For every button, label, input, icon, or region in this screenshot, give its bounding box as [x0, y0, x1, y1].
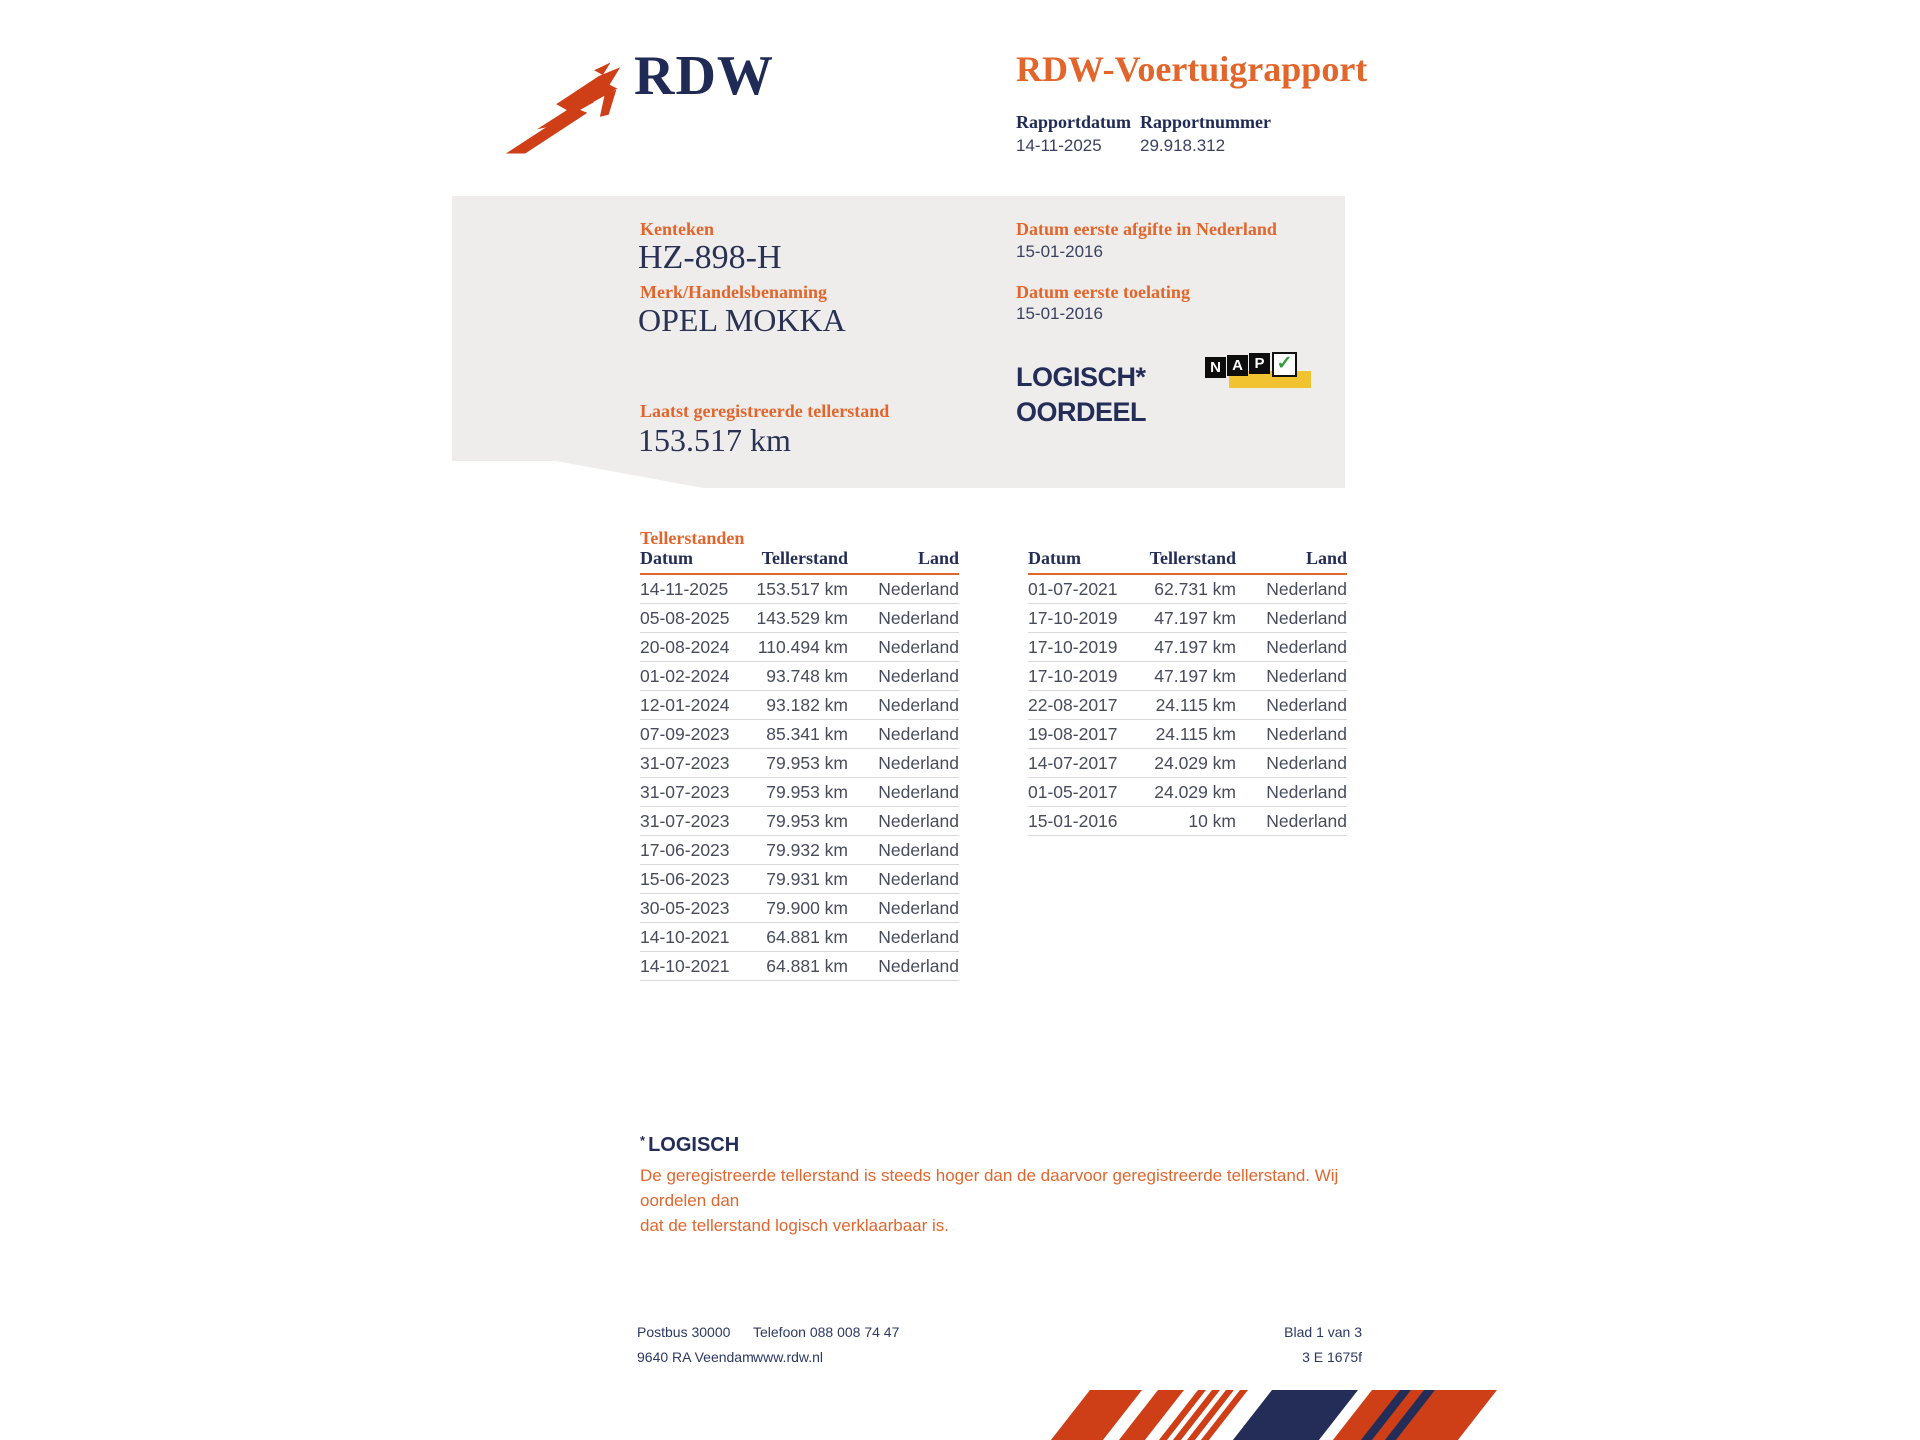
table-row	[1028, 633, 1347, 662]
cell-tellerstand: 93.182 km	[766, 695, 848, 715]
col-land: Land	[1305, 548, 1347, 568]
cell-land: Nederland	[878, 637, 959, 657]
cell-tellerstand: 153.517 km	[756, 579, 848, 599]
oordeel-line1: LOGISCH*	[1016, 362, 1146, 392]
cell-datum: 20-08-2024	[640, 637, 730, 657]
report-number-label: Rapportnummer	[1140, 112, 1271, 132]
cell-tellerstand: 24.029 km	[1154, 782, 1236, 802]
cell-tellerstand: 93.748 km	[766, 666, 848, 686]
table-row	[640, 691, 959, 720]
cell-tellerstand: 79.931 km	[766, 869, 848, 889]
cell-land: Nederland	[1266, 695, 1347, 715]
tellerstand-value: 153.517 km	[638, 422, 791, 458]
tellerstand-label: Laatst geregistreerde tellerstand	[640, 401, 890, 421]
table-row	[1028, 662, 1347, 691]
cell-land: Nederland	[878, 927, 959, 947]
cell-land: Nederland	[1266, 782, 1347, 802]
cell-land: Nederland	[878, 724, 959, 744]
table-header	[1028, 548, 1347, 575]
cell-datum: 14-07-2017	[1028, 753, 1118, 773]
cell-land: Nederland	[878, 608, 959, 628]
cell-datum: 12-01-2024	[640, 695, 730, 715]
table-row	[640, 720, 959, 749]
afgifte-label: Datum eerste afgifte in Nederland	[1016, 219, 1277, 239]
cell-datum: 31-07-2023	[640, 811, 730, 831]
table-row	[1028, 720, 1347, 749]
cell-tellerstand: 10 km	[1188, 811, 1236, 831]
table-header	[640, 548, 959, 575]
col-datum: Datum	[640, 548, 693, 568]
table-row	[640, 865, 959, 894]
cell-tellerstand: 64.881 km	[766, 927, 848, 947]
logisch-note-title-text: LOGISCH	[648, 1134, 740, 1156]
table-row	[1028, 807, 1347, 836]
cell-tellerstand: 24.029 km	[1154, 753, 1236, 773]
kenteken-value: HZ-898-H	[638, 239, 782, 276]
table-row	[640, 633, 959, 662]
tellerstanden-title: Tellerstanden	[640, 528, 745, 548]
nap-logo	[1205, 352, 1317, 396]
cell-tellerstand: 85.341 km	[766, 724, 848, 744]
cell-datum: 17-06-2023	[640, 840, 730, 860]
nap-letter-a: A	[1227, 355, 1248, 376]
nap-letter-n: N	[1205, 357, 1226, 378]
cell-land: Nederland	[878, 753, 959, 773]
cell-datum: 17-10-2019	[1028, 637, 1118, 657]
note-line: De geregistreerde tellerstand is steeds hoger dan de daarvoor geregistreerde tellerstand. Wij oordelen dan	[640, 1166, 1339, 1210]
footer-website: www.rdw.nl	[753, 1349, 824, 1365]
cell-land: Nederland	[878, 695, 959, 715]
logisch-note-title	[640, 1133, 739, 1157]
kenteken-label: Kenteken	[640, 219, 714, 239]
rdw-logo-text: RDW	[634, 45, 774, 107]
cell-land: Nederland	[1266, 811, 1347, 831]
cell-tellerstand: 143.529 km	[756, 608, 848, 628]
cell-tellerstand: 79.932 km	[766, 840, 848, 860]
cell-land: Nederland	[878, 666, 959, 686]
footer-page-number: Blad 1 van 3	[1284, 1324, 1362, 1340]
merk-label: Merk/Handelsbenaming	[640, 282, 828, 302]
cell-datum: 14-10-2021	[640, 956, 730, 976]
cell-land: Nederland	[1266, 579, 1347, 599]
table-row	[640, 778, 959, 807]
cell-tellerstand: 47.197 km	[1154, 637, 1236, 657]
page-title: RDW-Voertuigrapport	[1016, 49, 1368, 89]
table-row	[640, 894, 959, 923]
rdw-flag-logo-icon	[502, 58, 628, 158]
cell-datum: 05-08-2025	[640, 608, 730, 628]
cell-tellerstand: 79.953 km	[766, 753, 848, 773]
cell-datum: 19-08-2017	[1028, 724, 1118, 744]
cell-land: Nederland	[1266, 637, 1347, 657]
table-row	[640, 923, 959, 952]
table-row	[1028, 604, 1347, 633]
cell-land: Nederland	[1266, 753, 1347, 773]
cell-datum: 14-11-2025	[640, 579, 729, 599]
cell-land: Nederland	[1266, 724, 1347, 744]
nap-letter-p: P	[1249, 353, 1270, 374]
footer-form-code: 3 E 1675f	[1302, 1349, 1362, 1365]
asterisk: *	[640, 1133, 646, 1148]
toelating-value: 15-01-2016	[1016, 304, 1103, 323]
cell-datum: 07-09-2023	[640, 724, 730, 744]
cell-datum: 15-06-2023	[640, 869, 730, 889]
cell-datum: 15-01-2016	[1028, 811, 1118, 831]
footer-address-line1: Postbus 30000	[637, 1324, 731, 1340]
cell-land: Nederland	[878, 811, 959, 831]
cell-land: Nederland	[878, 840, 959, 860]
table-row	[1028, 575, 1347, 604]
cell-land: Nederland	[878, 579, 959, 599]
cell-tellerstand: 47.197 km	[1154, 608, 1236, 628]
table-row	[640, 836, 959, 865]
cell-land: Nederland	[1266, 608, 1347, 628]
table-row	[1028, 749, 1347, 778]
table-row	[640, 575, 959, 604]
nap-check-icon: ✓	[1272, 352, 1297, 377]
cell-tellerstand: 110.494 km	[757, 637, 848, 657]
cell-tellerstand: 79.953 km	[766, 782, 848, 802]
cell-datum: 31-07-2023	[640, 782, 730, 802]
col-tellerstand: Tellerstand	[761, 548, 848, 568]
cell-datum: 17-10-2019	[1028, 666, 1118, 686]
col-land: Land	[917, 548, 959, 568]
cell-datum: 14-10-2021	[640, 927, 730, 947]
cell-tellerstand: 62.731 km	[1154, 579, 1236, 599]
col-datum: Datum	[1028, 548, 1081, 568]
cell-tellerstand: 47.197 km	[1154, 666, 1236, 686]
cell-datum: 01-02-2024	[640, 666, 730, 686]
cell-tellerstand: 64.881 km	[766, 956, 848, 976]
cell-land: Nederland	[1266, 666, 1347, 686]
oordeel-line2: OORDEEL	[1016, 397, 1147, 427]
cell-tellerstand: 79.953 km	[766, 811, 848, 831]
report-date-label: Rapportdatum	[1016, 112, 1132, 132]
cell-land: Nederland	[878, 869, 959, 889]
table-row	[640, 749, 959, 778]
cell-datum: 31-07-2023	[640, 753, 730, 773]
rdw-stripes-graphic	[1080, 1390, 1520, 1440]
cell-land: Nederland	[878, 956, 959, 976]
toelating-label: Datum eerste toelating	[1016, 282, 1190, 302]
merk-value: OPEL MOKKA	[638, 302, 846, 338]
report-date-value: 14-11-2025	[1016, 136, 1102, 155]
note-line: dat de tellerstand logisch verklaarbaar is.	[640, 1216, 949, 1235]
odometer-table-right	[1028, 548, 1347, 836]
table-row	[640, 604, 959, 633]
cell-datum: 01-05-2017	[1028, 782, 1118, 802]
table-row	[1028, 778, 1347, 807]
logisch-note-body	[640, 1163, 1400, 1238]
cell-land: Nederland	[878, 898, 959, 918]
cell-datum: 17-10-2019	[1028, 608, 1118, 628]
col-tellerstand: Tellerstand	[1149, 548, 1236, 568]
cell-datum: 30-05-2023	[640, 898, 730, 918]
footer-address-line2: 9640 RA Veendam	[637, 1349, 754, 1365]
table-row	[640, 952, 959, 981]
cell-tellerstand: 24.115 km	[1155, 724, 1236, 744]
report-number-value: 29.918.312	[1140, 136, 1226, 155]
table-row	[640, 807, 959, 836]
odometer-table-left	[640, 548, 959, 981]
cell-datum: 01-07-2021	[1028, 579, 1118, 599]
footer-phone: Telefoon 088 008 74 47	[753, 1324, 900, 1340]
afgifte-value: 15-01-2016	[1016, 242, 1103, 261]
table-row	[640, 662, 959, 691]
cell-tellerstand: 24.115 km	[1155, 695, 1236, 715]
cell-land: Nederland	[878, 782, 959, 802]
cell-datum: 22-08-2017	[1028, 695, 1118, 715]
cell-tellerstand: 79.900 km	[766, 898, 848, 918]
table-row	[1028, 691, 1347, 720]
